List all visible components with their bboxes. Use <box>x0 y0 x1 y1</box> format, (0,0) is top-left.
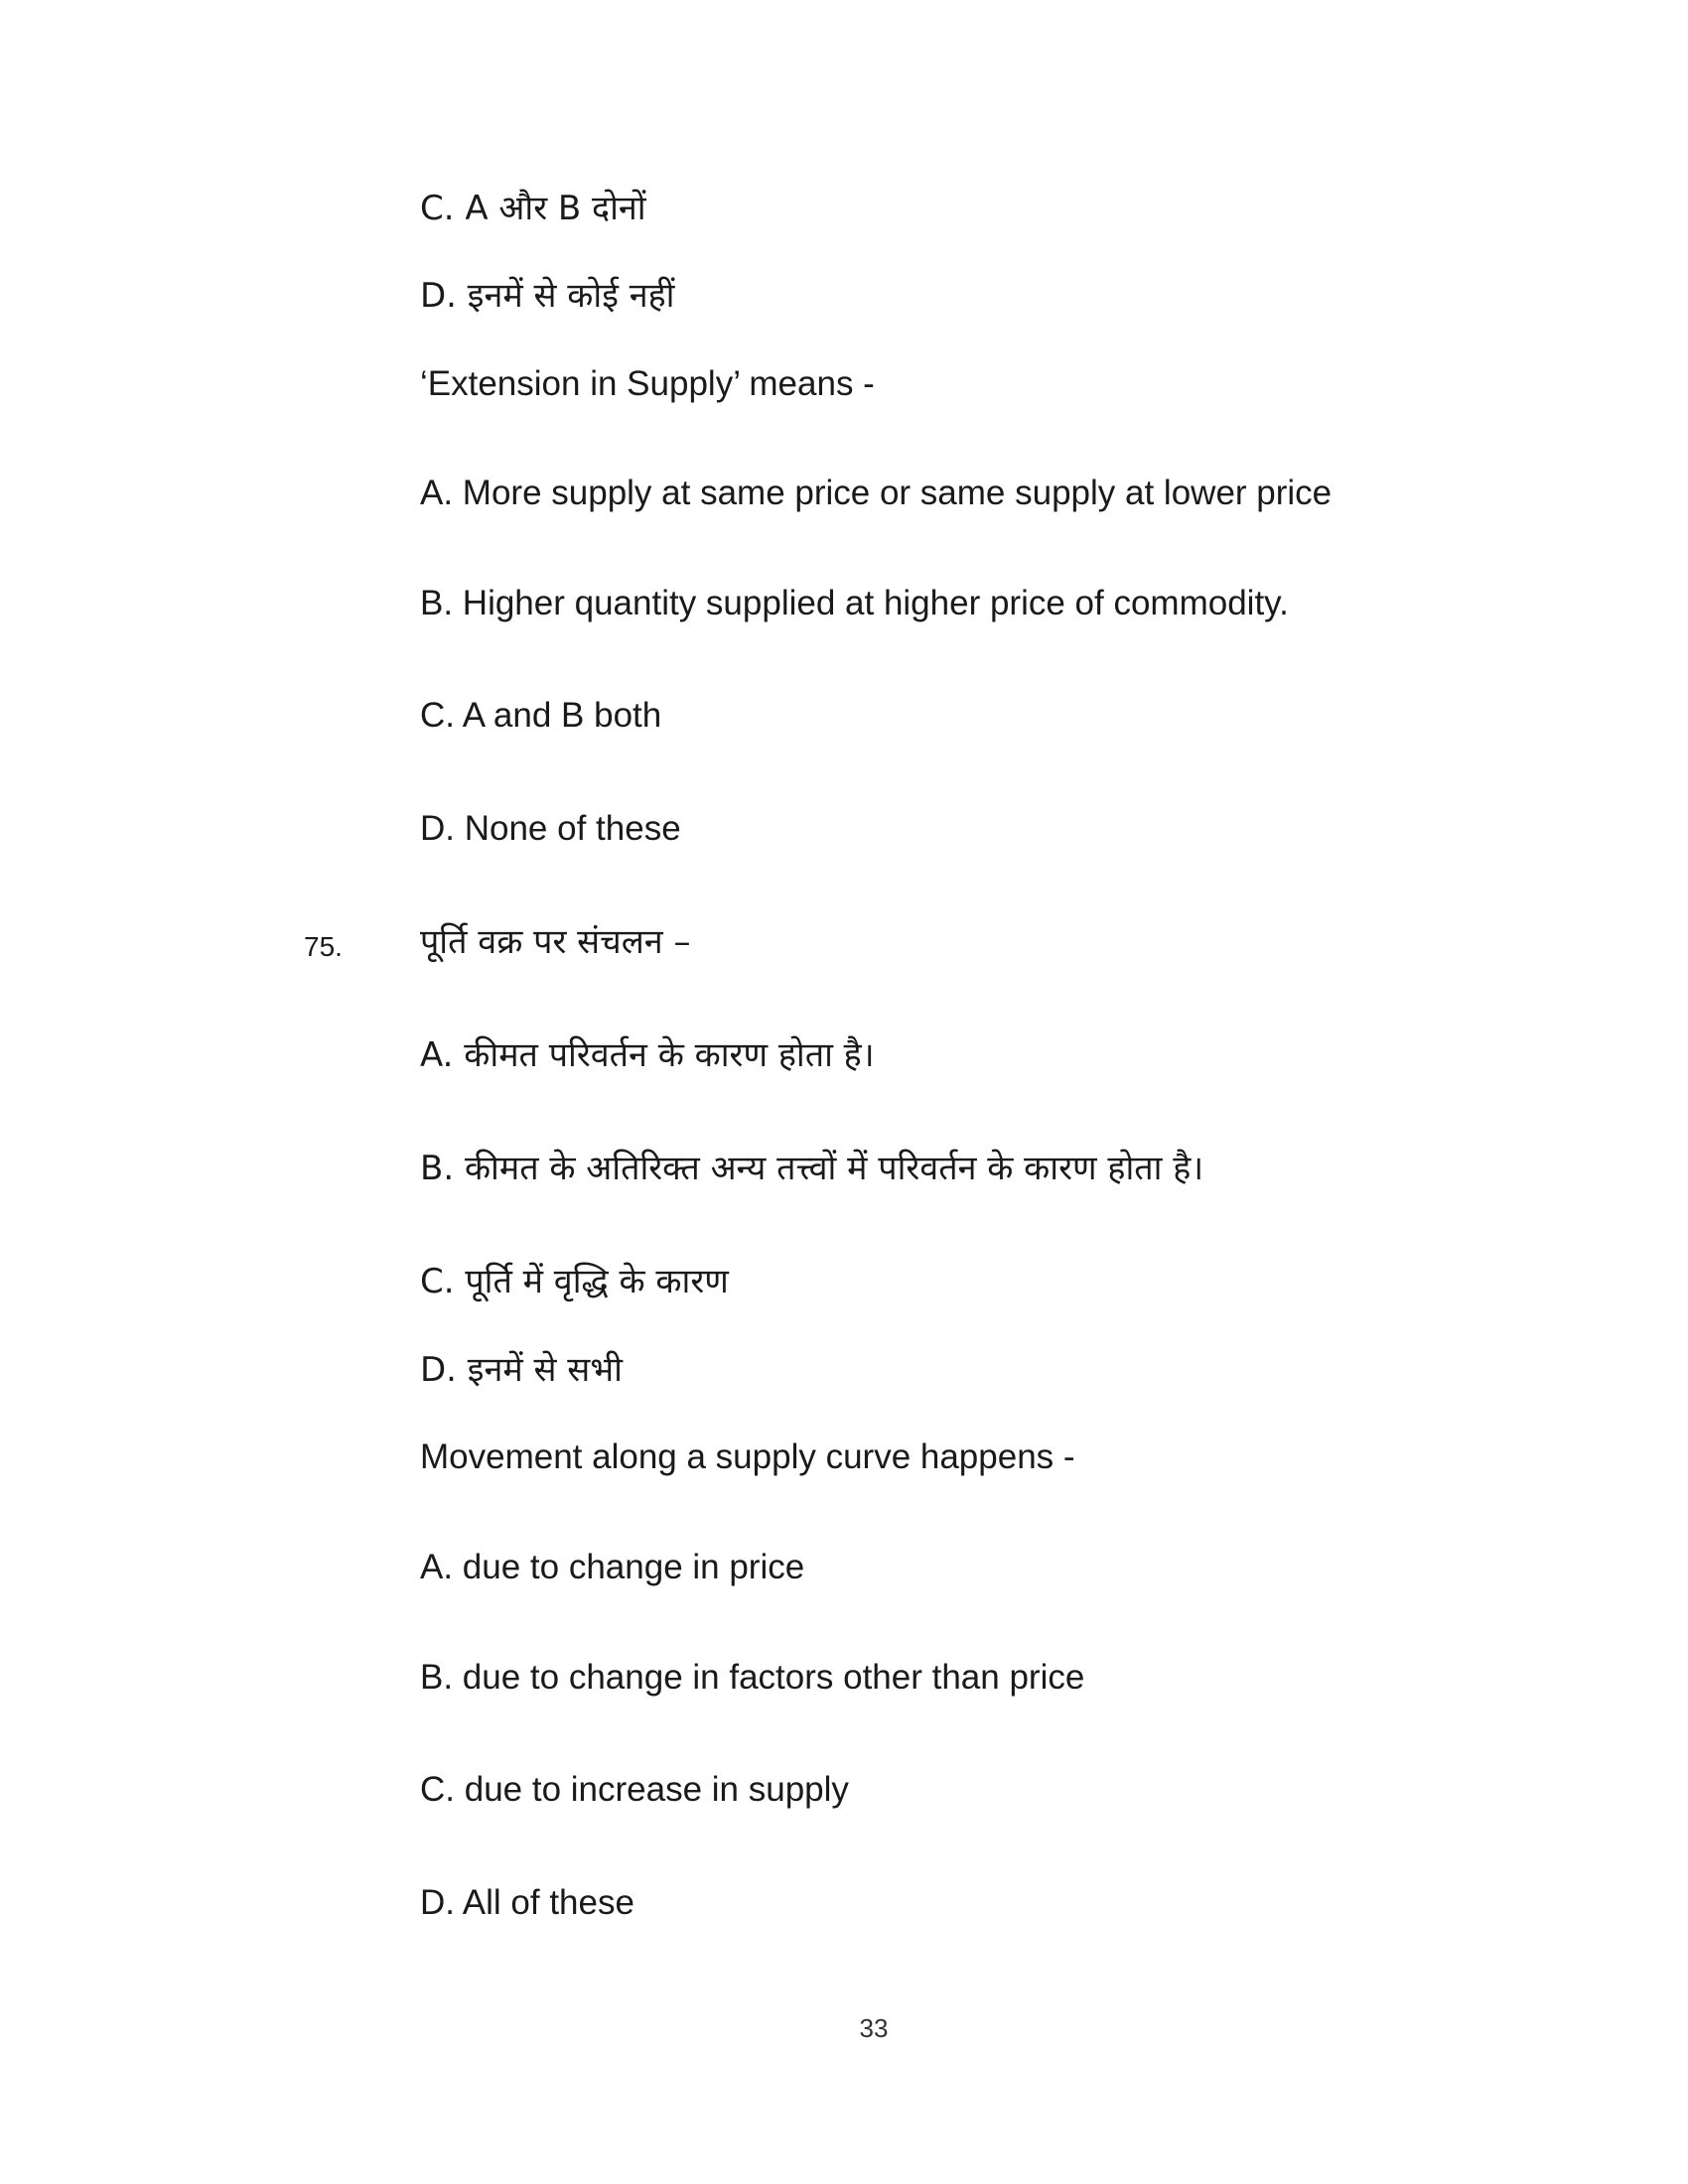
english-option-b: B. Higher quantity supplied at higher price of commodity. <box>420 584 1289 622</box>
english-option-b: B. due to change in factors other than price <box>420 1658 1085 1697</box>
english-option-a: A. More supply at same price or same supply at lower price <box>420 474 1333 512</box>
hindi-option-c: C. A और B दोनों <box>420 189 646 228</box>
page-number: 33 <box>859 2013 889 2043</box>
hindi-option-d: D. इनमें से कोई नहीं <box>420 276 675 316</box>
question-number: 75. <box>304 931 343 962</box>
hindi-option-d: D. इनमें से सभी <box>420 1350 623 1390</box>
english-question: Movement along a supply curve happens - <box>420 1437 1075 1476</box>
english-option-a: A. due to change in price <box>420 1548 805 1586</box>
hindi-option-a: A. कीमत परिवर्तन के कारण होता है। <box>420 1035 875 1075</box>
english-question: ‘Extension in Supply’ means - <box>420 364 875 403</box>
english-option-c: C. A and B both <box>420 696 662 735</box>
hindi-option-c: C. पूर्ति में वृद्धि के कारण <box>420 1262 729 1301</box>
english-option-c: C. due to increase in supply <box>420 1770 849 1809</box>
hindi-question: पूर्ति वक्र पर संचलन – <box>420 922 691 962</box>
english-option-d: D. All of these <box>420 1883 634 1922</box>
hindi-option-b: B. कीमत के अतिरिक्त अन्य तत्त्वों में परिवर्तन के कारण होता है। <box>420 1149 1204 1188</box>
english-option-d: D. None of these <box>420 809 681 848</box>
